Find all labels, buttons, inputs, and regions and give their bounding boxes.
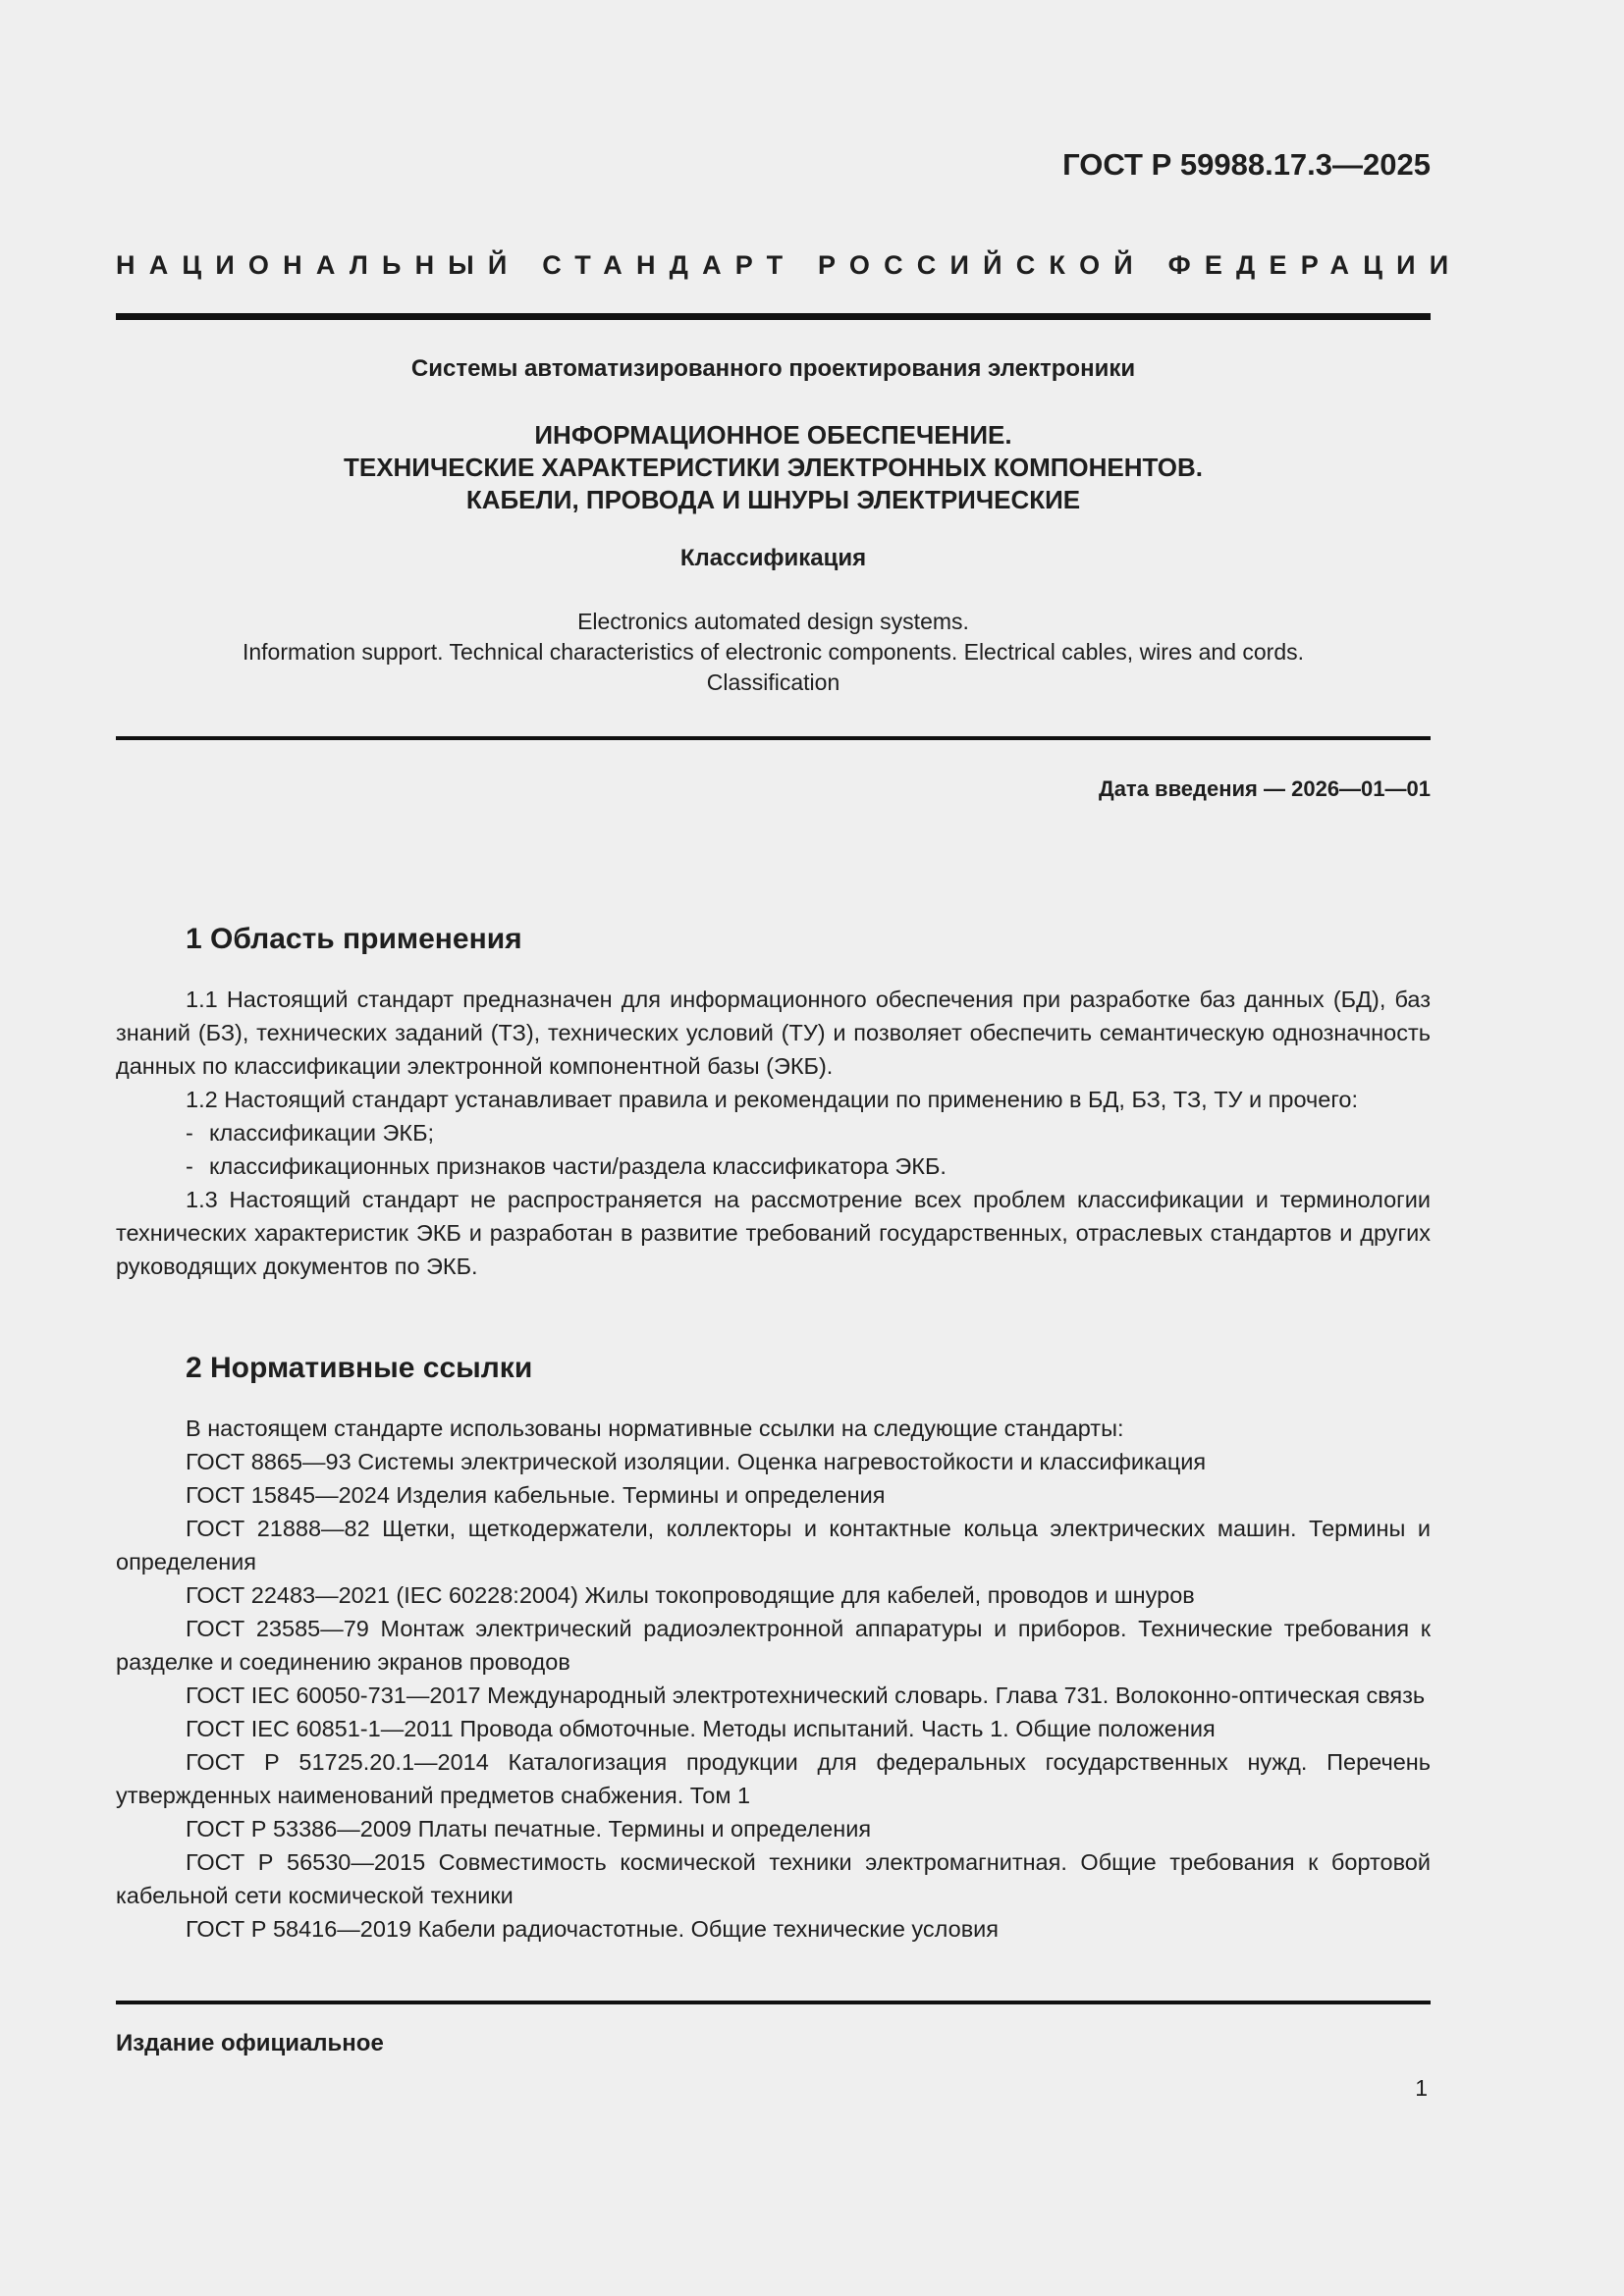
- paragraph: В настоящем стандарте использованы нормативные ссылки на следующие стандарты:: [186, 1415, 1124, 1441]
- reference-item: ГОСТ Р 56530—2015 Совместимость космической техники электромагнитная. Общие требования к бортовой кабельной сети космической техники: [116, 1849, 1431, 1908]
- page-number: 1: [1415, 2075, 1428, 2101]
- document-subtitle: Классификация: [679, 545, 867, 571]
- reference-item: ГОСТ 8865—93 Системы электрической изоляции. Оценка нагревостойкости и классификация: [186, 1449, 1207, 1474]
- document-title: [116, 419, 1431, 516]
- top-divider: [116, 313, 1431, 320]
- title-line: ТЕХНИЧЕСКИЕ ХАРАКТЕРИСТИКИ ЭЛЕКТРОННЫХ КОМПОНЕНТОВ.: [343, 453, 1204, 482]
- reference-item: ГОСТ 15845—2024 Изделия кабельные. Термины и определения: [186, 1482, 886, 1508]
- reference-item: ГОСТ Р 53386—2009 Платы печатные. Термины и определения: [186, 1816, 872, 1842]
- list-item-text: классификации ЭКБ;: [209, 1120, 435, 1146]
- list-item: [116, 1116, 1431, 1149]
- national-standard-heading: НАЦИОНАЛЬНЫЙ СТАНДАРТ РОССИЙСКОЙ ФЕДЕРАЦИИ: [116, 250, 1463, 280]
- section-1-body: [116, 983, 1431, 1283]
- section-heading: 2 Нормативные ссылки: [186, 1352, 533, 1384]
- reference-item: ГОСТ IEC 60851-1—2011 Провода обмоточные. Методы испытаний. Часть 1. Общие положения: [186, 1716, 1216, 1741]
- english-title: [116, 607, 1431, 698]
- reference-item: ГОСТ Р 58416—2019 Кабели радиочастотные. Общие технические условия: [186, 1916, 1000, 1942]
- title-line: КАБЕЛИ, ПРОВОДА И ШНУРЫ ЭЛЕКТРИЧЕСКИЕ: [465, 485, 1081, 514]
- title-divider: [116, 736, 1431, 740]
- english-title-line: Classification: [706, 669, 840, 695]
- reference-item: ГОСТ 23585—79 Монтаж электрический радиоэлектронной аппаратуры и приборов. Технические требования к разделке и соединению экранов проводов: [116, 1616, 1431, 1675]
- section-heading: 1 Область применения: [186, 923, 522, 955]
- paragraph: 1.2 Настоящий стандарт устанавливает правила и рекомендации по применению в БД, БЗ, ТЗ, ТУ и прочего:: [186, 1087, 1358, 1112]
- series-title: Системы автоматизированного проектирования электроники: [410, 355, 1136, 382]
- english-title-line: Information support. Technical characteristics of electronic components. Electrical cables, wires and cords.: [242, 639, 1305, 665]
- bullet-marker: -: [186, 1120, 193, 1146]
- reference-item: ГОСТ 21888—82 Щетки, щеткодержатели, коллекторы и контактные кольца электрических машин. Термины и определения: [116, 1516, 1431, 1575]
- list-item-text: классификационных признаков части/раздела классификатора ЭКБ.: [209, 1153, 947, 1179]
- paragraph: 1.3 Настоящий стандарт не распространяется на рассмотрение всех проблем классификации и терминологии технических характеристик ЭКБ и разработан в развитие требований государственных, отраслевых стандартов и других руководящих документов по ЭКБ.: [116, 1187, 1431, 1279]
- reference-item: ГОСТ Р 51725.20.1—2014 Каталогизация продукции для федеральных государственных нужд. Перечень утвержденных наименований предметов снабжения. Том 1: [116, 1749, 1431, 1808]
- english-title-line: Electronics automated design systems.: [577, 609, 969, 634]
- edition-label: Издание официальное: [116, 2030, 384, 2056]
- introduction-date: Дата введения — 2026—01—01: [1099, 776, 1431, 801]
- reference-item: ГОСТ 22483—2021 (IEC 60228:2004) Жилы токопроводящие для кабелей, проводов и шнуров: [186, 1582, 1195, 1608]
- document-number: ГОСТ Р 59988.17.3—2025: [1062, 147, 1431, 182]
- list-item: [116, 1149, 1431, 1183]
- footer-divider: [116, 2001, 1431, 2004]
- paragraph: 1.1 Настоящий стандарт предназначен для информационного обеспечения при разработке баз данных (БД), баз знаний (БЗ), технических заданий (ТЗ), технических условий (ТУ) и позволяет обеспечить семантическую однозначность данных по классификации электронной компонентной базы (ЭКБ).: [116, 987, 1431, 1079]
- title-line: ИНФОРМАЦИОННОЕ ОБЕСПЕЧЕНИЕ.: [534, 420, 1012, 450]
- bullet-marker: -: [186, 1153, 193, 1179]
- section-2-body: [116, 1412, 1431, 1946]
- reference-item: ГОСТ IEC 60050-731—2017 Международный электротехнический словарь. Глава 731. Волоконно-оптическая связь: [186, 1682, 1426, 1708]
